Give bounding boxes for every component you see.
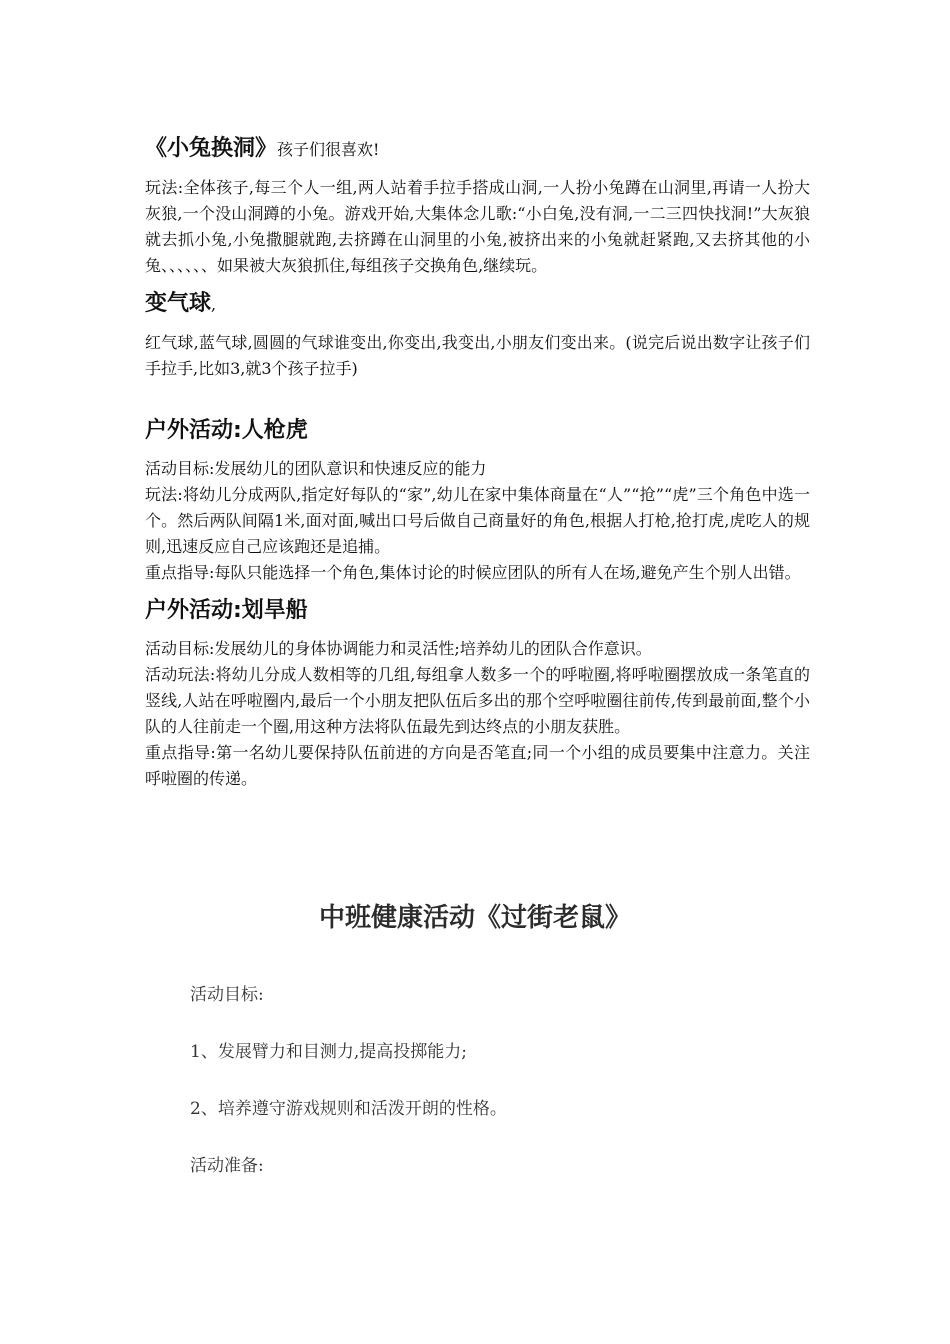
section-heading (145, 594, 810, 628)
section-heading (145, 287, 810, 322)
outline-line: 1、发展臂力和目测力,提高投掷能力; (190, 1042, 467, 1062)
section-land-boat (145, 594, 810, 792)
section-rabbit-cave (145, 132, 810, 279)
section-heading-text: 户外活动:划旱船 (145, 598, 308, 623)
section-heading-text: 变气球 (145, 291, 212, 316)
section-paragraph: 玩法:全体孩子,每三个人一组,两人站着手拉手搭成山洞,一人扮小兔蹲在山洞里,再请一人扮大灰狼,一个没山洞蹲的小兔。游戏开始,大集体念儿歌:“小白兔,没有洞,一二三四快找洞!”大灰狼就去抓小兔,小兔撒腿就跑,去挤蹲在山洞里的小兔,被挤出来的小兔就赶紧跑,又去挤其他的小兔、、、、、、如果被大灰狼抓住,每组孩子交换角色,继续玩。 (145, 178, 810, 275)
section-paragraph: 红气球,蓝气球,圆圆的气球谁变出,你变出,我变出,小朋友们变出来。(说完后说出数字让孩子们手拉手,比如3,就3个孩子拉手) (145, 333, 810, 378)
section-heading (145, 132, 810, 167)
page-title: 中班健康活动《过街老鼠》 (318, 903, 631, 933)
outline-line: 活动准备: (190, 1156, 264, 1176)
section-paragraph-rules: 玩法:将幼儿分成两队,指定好每队的“家”,幼儿在家中集体商量在“人”“抢”“虎”三个角色中选一个。然后两队间隔1米,面对面,喊出口号后做自己商量好的角色,根据人打枪,抢打虎,虎吃人的规则,迅速反应自己应该跑还是追捕。 (145, 485, 810, 556)
section-heading-text: 《小兔换洞》 (145, 136, 278, 161)
outline-line: 2、培养遵守游戏规则和活泼开朗的性格。 (190, 1099, 507, 1119)
section-paragraph-goal: 活动目标:发展幼儿的团队意识和快速反应的能力 (145, 459, 487, 478)
section-heading-text: 户外活动:人枪虎 (145, 418, 308, 443)
document-body (145, 132, 810, 792)
section-heading-suffix: , (211, 295, 217, 314)
section-paragraph-guidance: 重点指导:第一名幼儿要保持队伍前进的方向是否笔直;同一个小组的成员要集中注意力。关注呼啦圈的传递。 (145, 743, 810, 788)
section-paragraph-rules: 活动玩法:将幼儿分成人数相等的几组,每组拿人数多一个的呼啦圈,将呼啦圈摆放成一条笔直的竖线,人站在呼啦圈内,最后一个小朋友把队伍后多出的那个空呼啦圈往前传,传到最前面,整个小队的人往前走一个圈,用这种方法将队伍最先到达终点的小朋友获胜。 (145, 665, 810, 736)
section-paragraph-guidance: 重点指导:每队只能选择一个角色,集体讨论的时候应团队的所有人在场,避免产生个别人出错。 (145, 563, 801, 582)
section-heading (145, 414, 810, 448)
activity-outline (190, 980, 810, 1208)
section-paragraph-goal: 活动目标:发展幼儿的身体协调能力和灵活性;培养幼儿的团队合作意识。 (145, 639, 652, 658)
section-balloon (145, 287, 810, 382)
section-person-gun-tiger (145, 414, 810, 586)
section-heading-suffix: 孩子们很喜欢! (277, 140, 380, 159)
outline-line: 活动目标: (190, 985, 264, 1005)
